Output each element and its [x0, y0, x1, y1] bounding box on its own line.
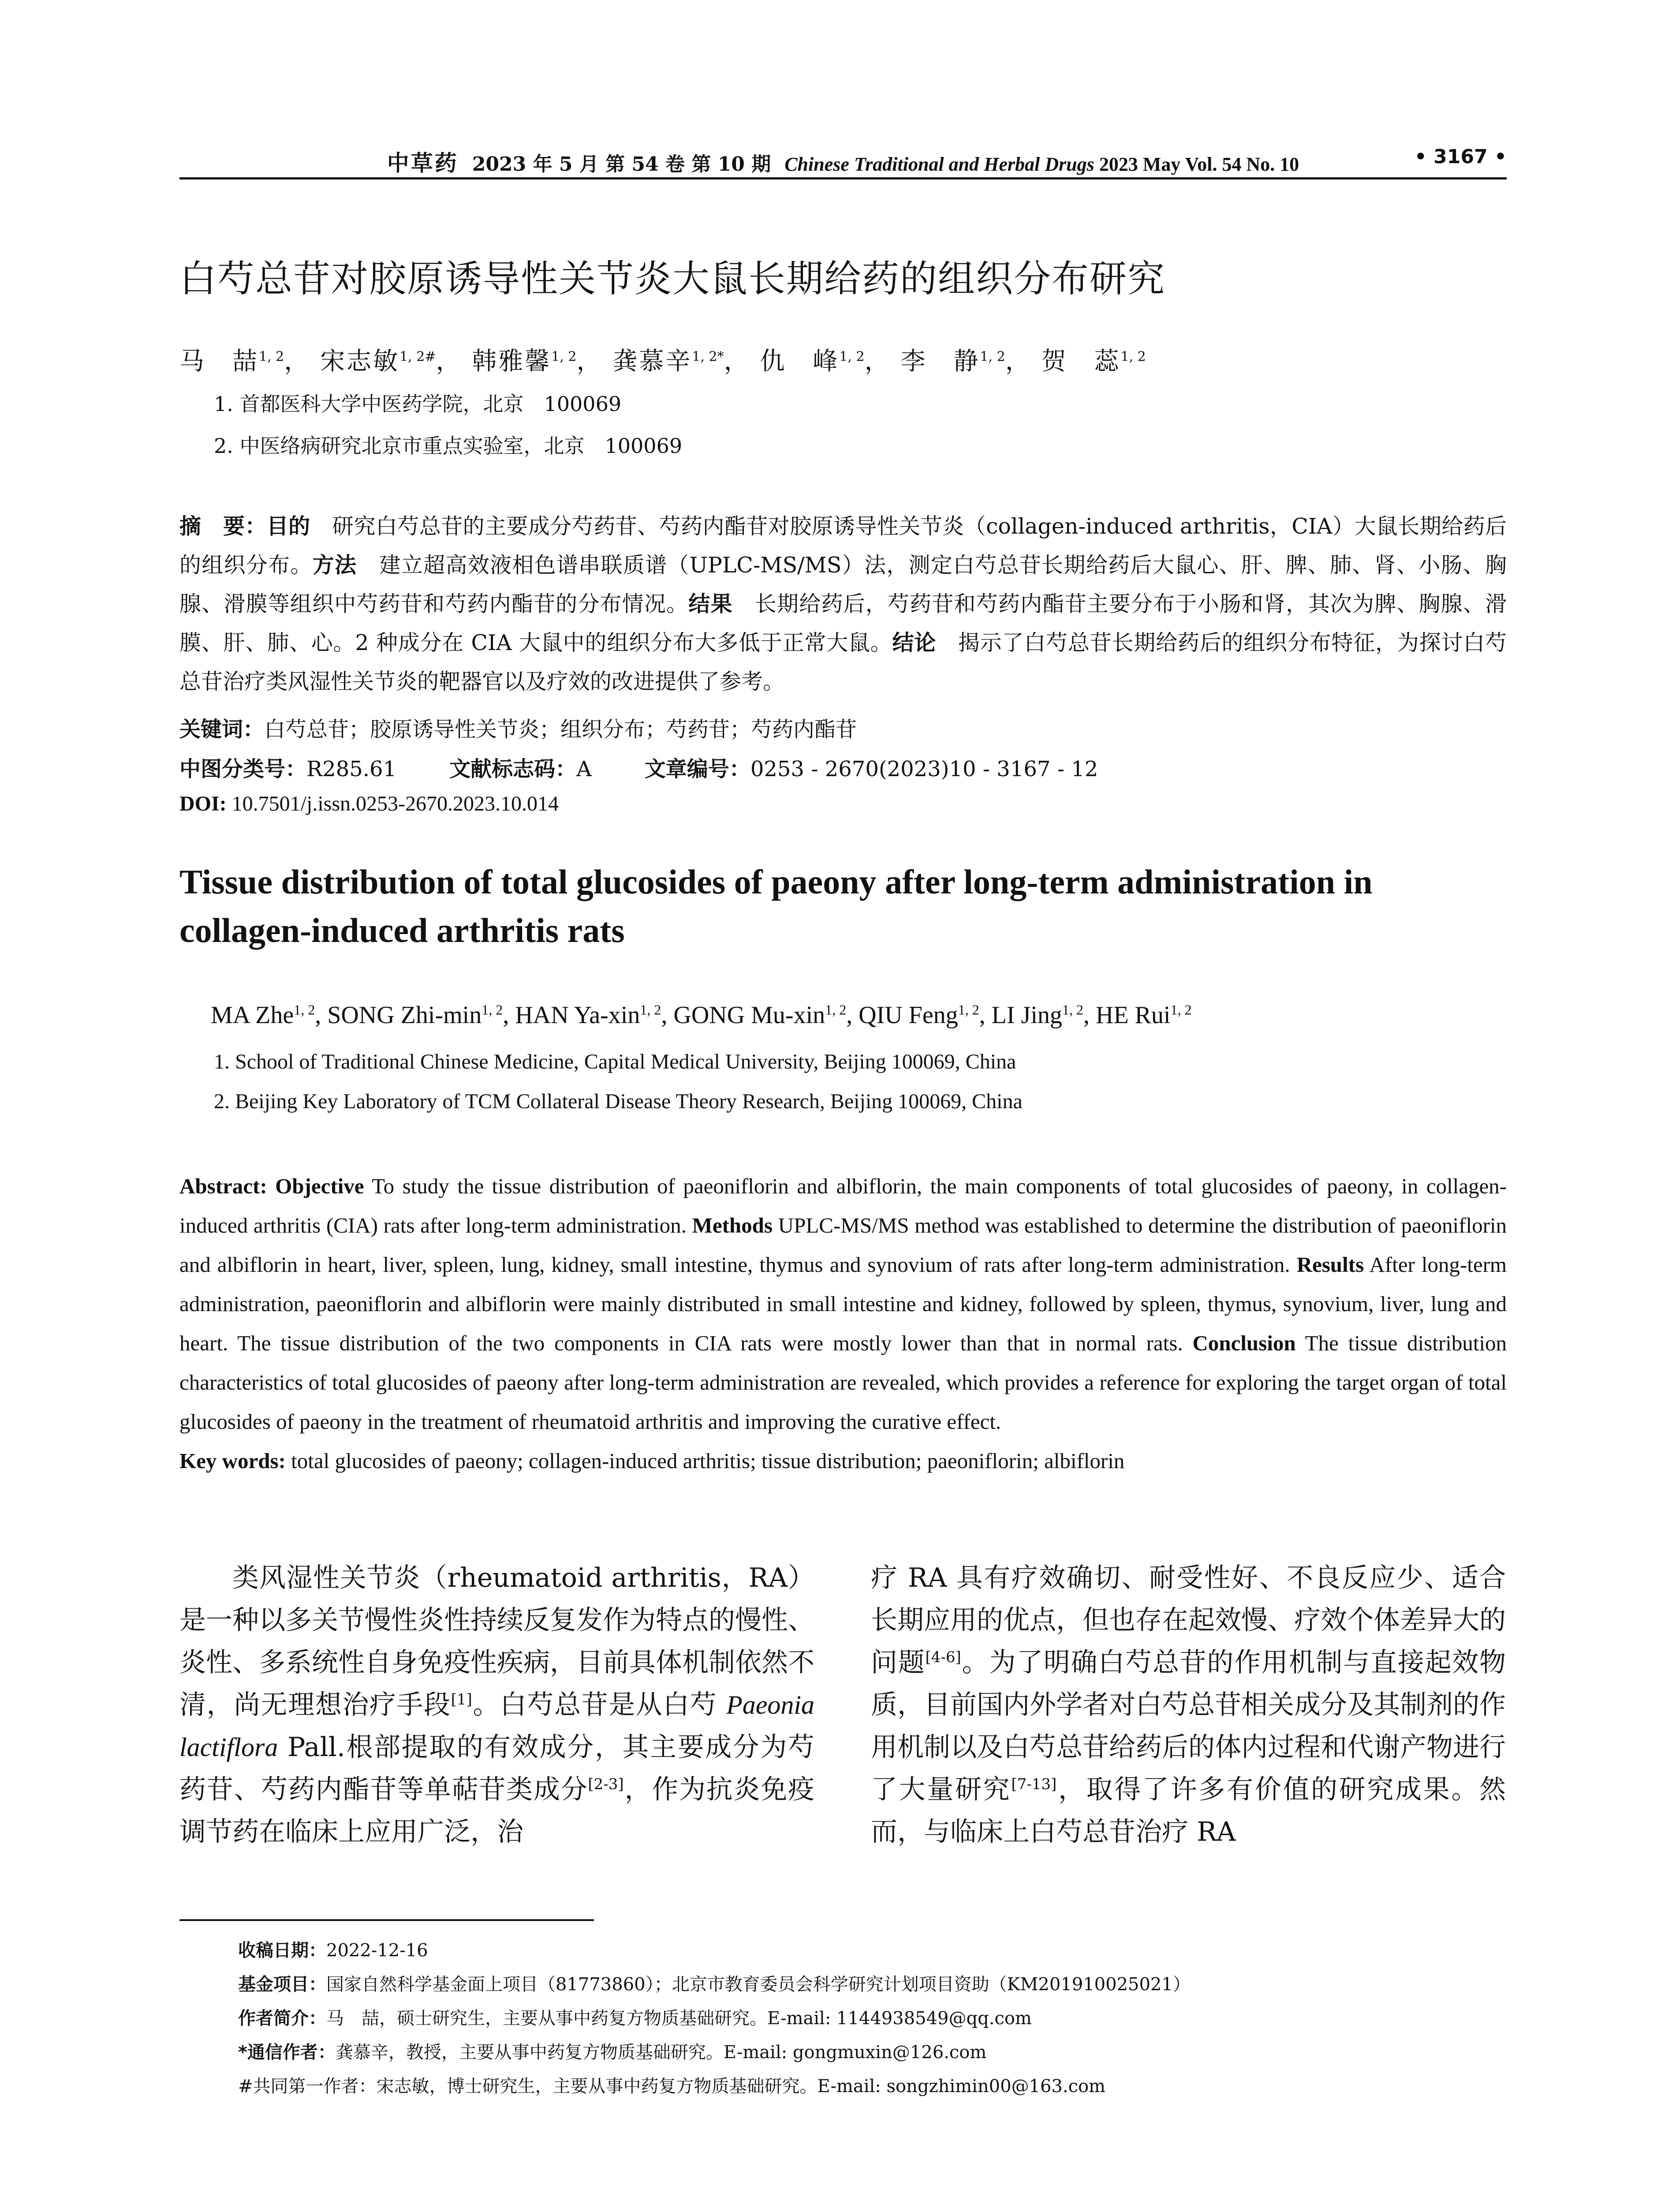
fund-text: 国家自然科学基金面上项目（81773860）；北京市教育委员会科学研究计划项目资助（KM201910025021）: [326, 1974, 1191, 1995]
citation[interactable]: [7-13]: [1011, 1775, 1057, 1793]
corresponding-label: *通信作者：: [238, 2042, 336, 2063]
fund-label: 基金项目：: [238, 1974, 326, 1995]
bio-text: 马 喆，硕士研究生，主要从事中药复方物质基础研究。E-mail: 1144938549@qq.com: [326, 2008, 1032, 2029]
issue-en: 2023 May Vol. 54 No. 10: [1099, 153, 1299, 175]
body-text: 。白芍总苷是从白芍: [472, 1689, 727, 1720]
keywords-en: [179, 1441, 1507, 1480]
abstract-cn: [179, 507, 1507, 701]
received-label: 收稿日期：: [238, 1940, 326, 1961]
doi-line: [179, 792, 559, 816]
results-label-en: Results: [1296, 1252, 1364, 1277]
citation[interactable]: [4-6]: [925, 1648, 961, 1666]
author-affil-mark: 1, 2: [980, 349, 1005, 365]
methods-label-cn: 方法: [312, 553, 357, 578]
conclusion-text-en: The tissue distribution characteristics of total glucosides of paeony after long-term administration are revealed, which provides a reference for exploring the target organ of total glucosides of paeony in the treatment of rheumatoid arthritis and improving the curative effect.: [179, 1331, 1507, 1434]
author-affil-mark: 1, 2: [482, 1002, 503, 1018]
methods-text-cn: 建立超高效液相色谱串联质谱（UPLC-MS/MS）法，测定白芍总苷长期给药后大鼠心、肝、脾、肺、肾、小肠、胸腺、滑膜等组织中芍药苷和芍药内酯苷的分布情况。: [179, 553, 1507, 617]
body-text: ，取得了许多有价值的研究成果。然而，与临床上白芍总苷治疗 RA: [871, 1774, 1506, 1847]
author-en: QIU Feng: [859, 1002, 958, 1029]
latin-name: Paeonia lactiflora: [179, 1690, 815, 1762]
objective-label-cn: 目的: [266, 514, 310, 539]
footnote-cofirst: #共同第一作者：宋志敏，博士研究生，主要从事中药复方物质基础研究。E-mail: songzhimin00@163.com: [238, 2076, 1105, 2097]
author-en: MA Zhe: [211, 1002, 294, 1029]
author-affil-mark: 1, 2*: [692, 349, 724, 365]
citation[interactable]: [1]: [451, 1691, 472, 1708]
keywords-label-en: Key words:: [179, 1449, 286, 1473]
affiliation-en-2: 2. Beijing Key Laboratory of TCM Collateral Disease Theory Research, Beijing 100069, China: [214, 1090, 1023, 1113]
author-affil-mark: 1, 2: [839, 349, 865, 365]
affiliation-en-1: 1. School of Traditional Chinese Medicine, Capital Medical University, Beijing 100069, China: [214, 1050, 1016, 1073]
page-number: • 3167 •: [1414, 146, 1507, 168]
doi-label: DOI:: [179, 792, 227, 815]
footnote-divider: [179, 1919, 594, 1921]
body-text: 疗 RA 具有疗效确切、耐受性好、不良反应少、适合长期应用的优点，但也存在起效慢、疗效个体差异大的问题: [871, 1562, 1506, 1678]
footnote-received: [238, 1934, 1508, 1968]
author-en: HAN Ya-xin: [515, 1002, 640, 1029]
affiliation-cn-2: 2. 中医络病研究北京市重点实验室，北京 100069: [214, 434, 683, 458]
author-affil-mark: 1, 2: [1170, 1002, 1192, 1018]
body-text: 类风湿性关节炎（rheumatoid arthritis，RA）是一种以多关节慢性炎性持续反复发作为特点的慢性、炎性、多系统性自身免疫性疾病，目前具体机制依然不清，尚无理想治疗手段: [179, 1562, 814, 1720]
keywords-text-en: total glucosides of paeony; collagen-induced arthritis; tissue distribution; paeoniflorin; albiflorin: [285, 1449, 1125, 1473]
body-text: Pall.根部提取的有效成分，其主要成分为芍药苷、芍药内酯苷等单萜苷类成分: [179, 1732, 814, 1805]
results-label-cn: 结果: [688, 591, 733, 617]
author-affil-mark: 1, 2#: [399, 349, 436, 365]
author-affil-mark: 1, 2: [294, 1002, 315, 1018]
author-affil-mark: 1, 2: [825, 1002, 847, 1018]
keywords-text-cn: 白芍总苷；胶原诱导性关节炎；组织分布；芍药苷；芍药内酯苷: [264, 717, 857, 742]
objective-text-cn: 研究白芍总苷的主要成分芍药苷、芍药内酯苷对胶原诱导性关节炎（collagen-induced arthritis，CIA）大鼠长期给药后的组织分布。: [179, 514, 1507, 578]
author-en: SONG Zhi-min: [327, 1002, 482, 1029]
results-text-en: After long-term administration, paeoniflorin and albiflorin were mainly distributed in small intestine and kidney, followed by spleen, thymus, synovium, liver, lung and heart. The tissue distribution of the two components in CIA rats were mostly lower than that in normal rats.: [179, 1252, 1507, 1355]
body-column-left: [179, 1557, 814, 1853]
article-no-label: 文章编号：: [644, 757, 750, 781]
author-affil-mark: 1, 2: [1120, 349, 1146, 365]
keywords-cn: [179, 712, 857, 743]
article-no-value: 0253 - 2670(2023)10 - 3167 - 12: [750, 757, 1098, 781]
author-en: GONG Mu-xin: [673, 1002, 825, 1029]
article-title-cn: 白芍总苷对胶原诱导性关节炎大鼠长期给药的组织分布研究: [179, 257, 1166, 300]
affiliation-cn-1: 1. 首都医科大学中医药学院，北京 100069: [214, 392, 622, 416]
author-cn: 仇 峰: [760, 347, 840, 376]
author-affil-mark: 1, 2: [640, 1002, 661, 1018]
doc-code-label: 文献标志码：: [449, 757, 577, 781]
author-cn: 龚慕辛: [612, 347, 692, 376]
citation[interactable]: [2-3]: [588, 1775, 624, 1793]
author-cn: 贺 蕊: [1041, 347, 1121, 376]
results-text-cn: 长期给药后，芍药苷和芍药内酯苷主要分布于小肠和肾，其次为脾、胸腺、滑膜、肝、肺、心。2 种成分在 CIA 大鼠中的组织分布大多低于正常大鼠。: [179, 591, 1507, 655]
issue-cn: 2023 年 5 月 第 54 卷 第 10 期: [472, 153, 771, 176]
journal-name-en: Chinese Traditional and Herbal Drugs: [784, 153, 1094, 175]
bio-label: 作者简介：: [238, 2008, 326, 2029]
footnote-bio: [238, 2002, 1508, 2036]
body-column-right: [871, 1557, 1506, 1853]
doc-code-value: A: [576, 757, 592, 781]
author-cn: 马 喆: [179, 347, 259, 376]
received-date: 2022-12-16: [326, 1940, 428, 1961]
abstract-label-en: Abstract:: [179, 1174, 267, 1198]
footnote-fund: [238, 1968, 1508, 2002]
keywords-label-cn: 关键词：: [179, 717, 265, 742]
footnote-corresponding: [238, 2036, 1508, 2070]
body-text: 。为了明确白芍总苷的作用机制与直接起效物质，目前国内外学者对白芍总苷相关成分及其制剂的作用机制以及白芍总苷给药后的体内过程和代谢产物进行了大量研究: [871, 1647, 1506, 1805]
author-affil-mark: 1, 2: [1062, 1002, 1083, 1018]
author-cn: 李 静: [900, 347, 980, 376]
author-cn: 韩雅馨: [472, 347, 552, 376]
conclusion-text-cn: 揭示了白芍总苷长期给药后的组织分布特征，为探讨白芍总苷治疗类风湿性关节炎的靶器官以及疗效的改进提供了参考。: [179, 630, 1507, 694]
classification-line: [179, 752, 1098, 782]
author-affil-mark: 1, 2: [259, 349, 284, 365]
author-affil-mark: 1, 2: [551, 349, 577, 365]
journal-name-cn: 中草药: [387, 150, 459, 176]
abstract-en: [179, 1166, 1507, 1480]
author-cn: 宋志敏: [320, 347, 400, 376]
clc-value: R285.61: [306, 757, 397, 781]
author-list-cn: 马 喆$^{1, 2}$， 宋志敏$^{1, 2\#}$， 韩雅馨$^{1, 2}$， 龚慕辛$^{1, 2*}$， 仇 峰$^{1, 2}$， 李 静$^{1, 2}$， 贺 蕊$^{1, 2}$: [179, 347, 1146, 376]
author-en: HE Rui: [1095, 1002, 1171, 1029]
conclusion-label-en: Conclusion: [1192, 1331, 1296, 1355]
body-text: ，作为抗炎免疫调节药在临床上应用广泛，治: [179, 1774, 815, 1847]
article-title-en: Tissue distribution of total glucosides of paeony after long-term administration in collagen-induced arthritis rats: [179, 863, 1373, 949]
objective-label-en: Objective: [275, 1174, 364, 1198]
conclusion-label-cn: 结论: [892, 630, 937, 655]
methods-text-en: UPLC-MS/MS method was established to determine the distribution of paeoniflorin and albiflorin in heart, liver, spleen, lung, kidney, small intestine, thymus and synovium of rats after long-term administration.: [179, 1213, 1507, 1277]
objective-text-en: To study the tissue distribution of paeoniflorin and albiflorin, the main components of total glucosides of paeony, in collagen-induced arthritis (CIA) rats after long-term administration.: [179, 1174, 1507, 1237]
header-center: [179, 146, 1507, 177]
methods-label-en: Methods: [692, 1213, 773, 1237]
footnotes: [238, 1934, 1508, 2104]
doi-value: 10.7501/j.issn.0253-2670.2023.10.014: [226, 792, 559, 815]
clc-label: 中图分类号：: [179, 757, 307, 781]
running-header: [179, 142, 1507, 179]
author-list-en: MA Zhe$^{1, 2}$, SONG Zhi-$\min^{1, 2}$, HAN Ya-xin$^{1, 2}$, GONG Mu-xin$^{1, 2}$, QIU Feng$^{1, 2}$, LI Jing$^{1, 2}$, HE Rui$^{1, 2}$: [211, 1002, 1192, 1029]
author-affil-mark: 1, 2: [958, 1002, 979, 1018]
abstract-label-cn: 摘 要：: [179, 514, 267, 539]
corresponding-text: 龚慕辛，教授，主要从事中药复方物质基础研究。E-mail: gongmuxin@126.com: [335, 2042, 987, 2063]
author-en: LI Jing: [991, 1002, 1062, 1029]
